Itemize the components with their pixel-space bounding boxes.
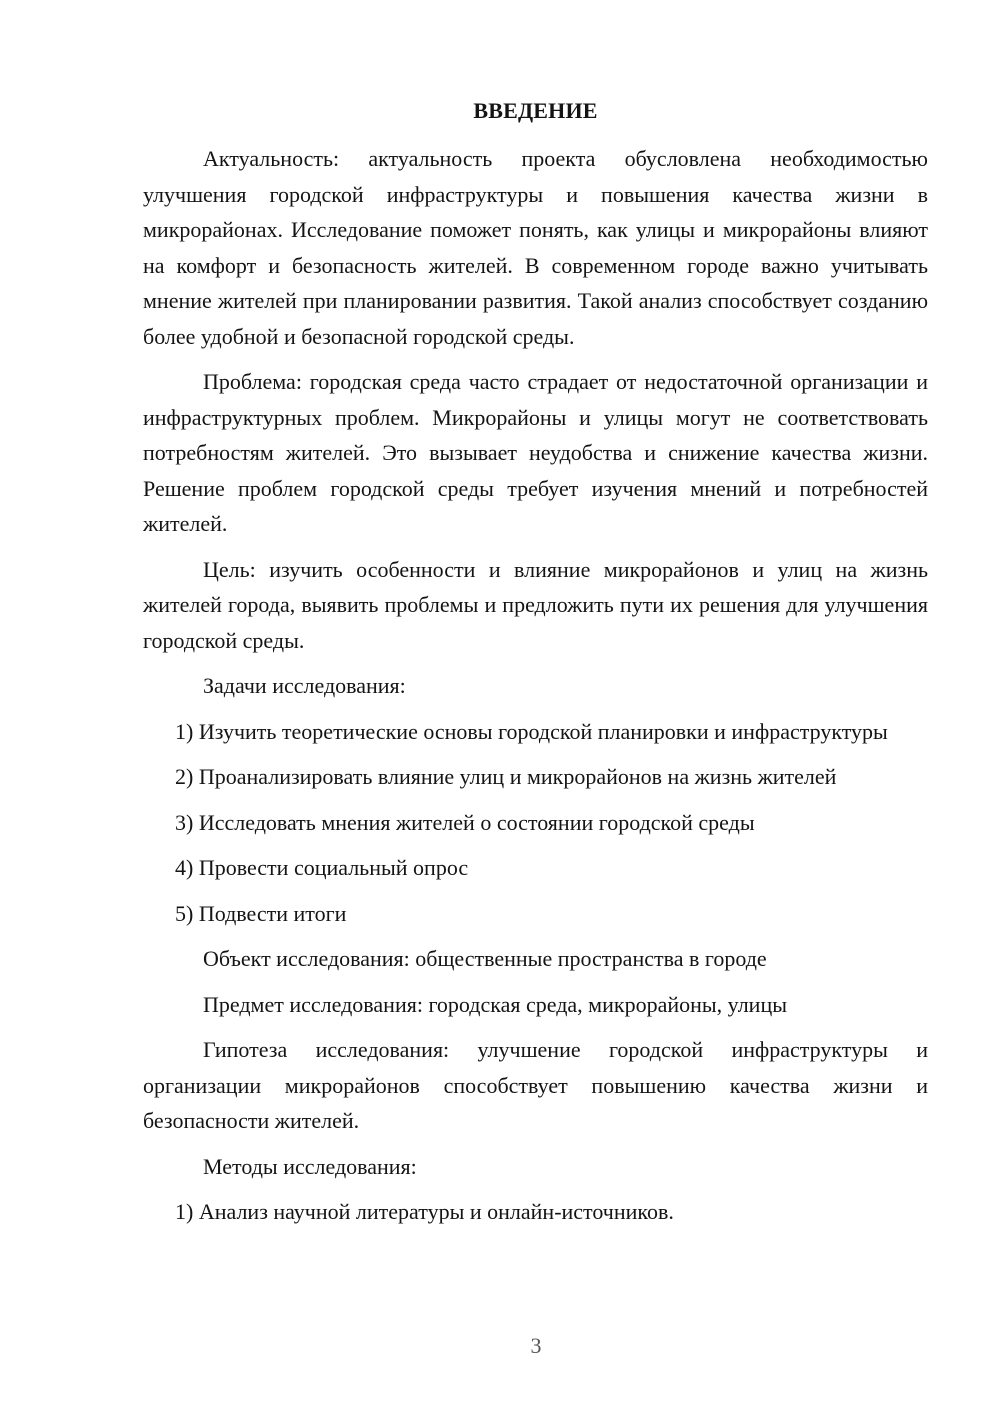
subject-paragraph: Предмет исследования: городская среда, микрорайоны, улицы [203,991,787,1017]
method-item-1: 1) Анализ научной литературы и онлайн-источников. [175,1199,674,1224]
task-item-4: 4) Провести социальный опрос [175,855,469,880]
tasks-title: Задачи исследования: [203,673,406,698]
task-item-3: 3) Исследовать мнения жителей о состоянии городской среды [175,809,755,835]
task-item-2: 2) Проанализировать влияние улиц и микрорайонов на жизнь жителей [175,764,837,789]
task-item-1: 1) Изучить теоретические основы городской планировки и инфраструктуры [175,718,888,744]
hypothesis-paragraph: Гипотеза исследования: улучшение городской инфраструктуры и организации микрорайонов способствует повышению качества жизни и безопасности жителей. [143,1037,928,1133]
section-heading: ВВЕДЕНИЕ [473,98,598,123]
problem-paragraph: Проблема: городская среда часто страдает от недостаточной организации и инфраструктурных проблем. Микрорайоны и улицы могут не соответствовать потребностям жителей. Это вызывает неудобства и снижение качества жизни. Решение проблем городской среды требует изучения мнений и потребностей жителей. [143,369,928,536]
relevance-paragraph: Актуальность: актуальность проекта обусловлена необходимостью улучшения городской инфраструктуры и повышения качества жизни в микрорайонах. Исследование поможет понять, как улицы и микрорайоны влияют на комфорт и безопасность жителей. В современном городе важно учитывать мнение жителей при планировании развития. Такой анализ способствует созданию более удобной и безопасной городской среды. [143,146,928,349]
object-paragraph: Объект исследования: общественные пространства в городе [203,946,767,971]
methods-title: Методы исследования: [203,1153,417,1179]
document-body [143,141,928,1240]
task-item-5: 5) Подвести итоги [175,900,347,926]
page-number: 3 [530,1333,542,1358]
goal-paragraph: Цель: изучить особенности и влияние микрорайонов и улиц на жизнь жителей города, выявить проблемы и предложить пути их решения для улучшения городской среды. [143,556,928,653]
